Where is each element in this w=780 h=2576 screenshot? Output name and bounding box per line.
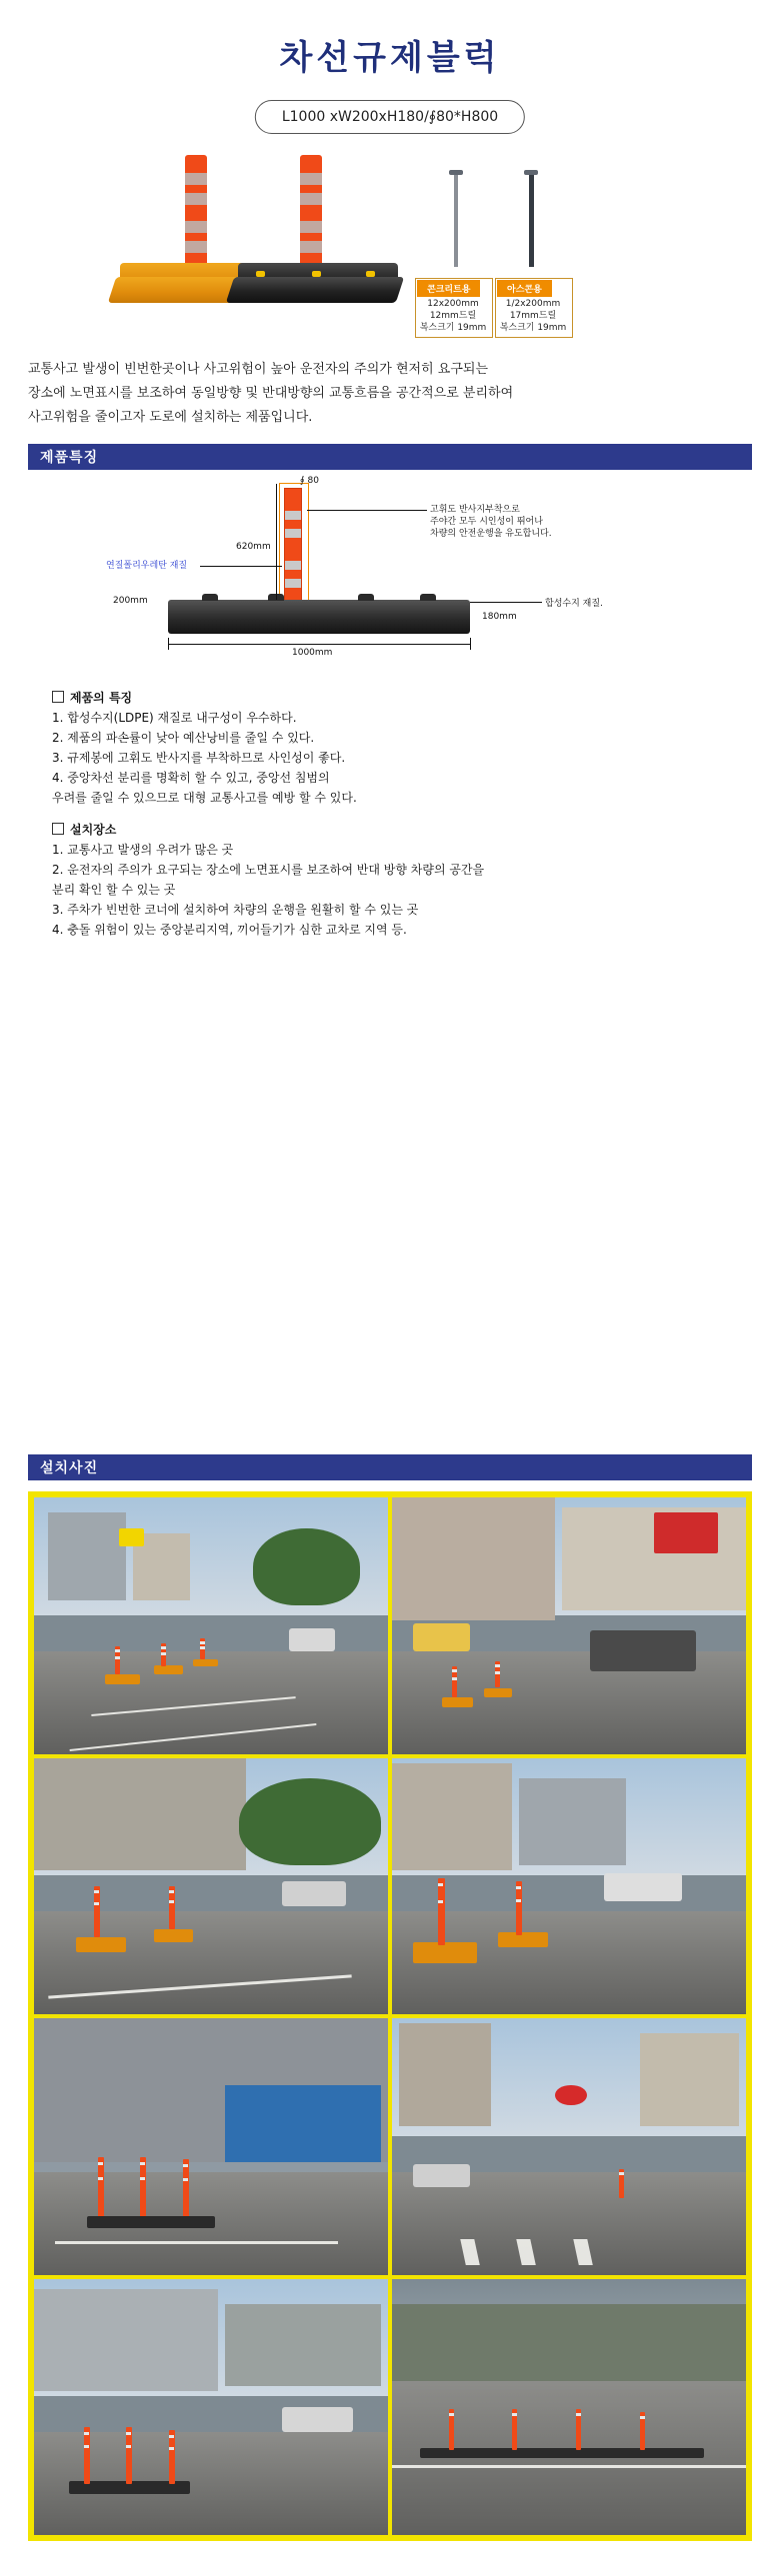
diagram-dim-height-line xyxy=(276,484,277,600)
features-list xyxy=(52,688,692,808)
install-title: 설치장소 xyxy=(70,823,117,837)
spec-pill: L1000 xW200xH180/∮80*H800 xyxy=(255,100,525,134)
diagram-reflective-note-l2: 주야간 모두 시인성이 뛰어나 xyxy=(430,517,543,527)
install-item-5: 4. 충돌 위험이 있는 중앙분리지역, 끼어들기가 심한 교차로 지역 등. xyxy=(52,923,407,937)
diagram-base-height-label: 180mm xyxy=(482,612,517,622)
features-item-2: 2. 제품의 파손률이 낮아 예산낭비를 줄일 수 있다. xyxy=(52,731,315,745)
hero-post-yellow-unit xyxy=(185,155,207,265)
anchor-legend-asphalt-l2: 17mm드릴 xyxy=(509,311,557,321)
anchor-legend-concrete-l2: 12mm드릴 xyxy=(429,311,477,321)
diagram-dim-base-length-tick-l xyxy=(168,638,169,650)
install-list xyxy=(52,820,712,940)
anchor-legend-asphalt-l1: 1/2x200mm xyxy=(505,299,561,309)
photo-6 xyxy=(392,2018,746,2275)
anchor-legend-concrete-l3: 복스크기 19mm xyxy=(419,323,487,333)
anchor-legend-asphalt-tag: 아스콘용 xyxy=(497,280,552,297)
hero-base-black-front xyxy=(226,277,404,303)
photo-5 xyxy=(34,2018,388,2275)
features-title: 제품의 특징 xyxy=(70,691,133,705)
anchor-legend-concrete-tag: 콘크리트용 xyxy=(417,280,480,297)
features-item-4: 4. 중앙차선 분리를 명확히 할 수 있고, 중앙선 침범의 xyxy=(52,771,330,785)
install-title-row xyxy=(52,820,712,840)
photo-4 xyxy=(392,1758,746,2015)
install-item-1: 1. 교통사고 발생의 우려가 많은 곳 xyxy=(52,843,234,857)
diagram-base xyxy=(168,600,470,634)
diagram-material-right-label: 합성수지 재질. xyxy=(545,599,603,609)
intro-line-2: 장소에 노면표시를 보조하여 동일방향 및 반대방향의 교통흐름을 공간적으로 분리하여 xyxy=(28,386,514,401)
diagram-post xyxy=(284,488,302,606)
installation-photo-grid xyxy=(28,1491,752,2541)
diagram-reflective-note-l1: 고휘도 반사지부착으로 xyxy=(430,505,520,515)
diagram-width-label: 200mm xyxy=(113,596,148,606)
install-item-4: 3. 주차가 빈번한 코너에 설치하여 차량의 운행을 원활히 할 수 있는 곳 xyxy=(52,903,419,917)
section-header-photos: 설치사진 xyxy=(28,1454,752,1480)
install-item-3: 분리 확인 할 수 있는 곳 xyxy=(52,883,176,897)
checkbox-icon xyxy=(52,823,64,835)
photo-1 xyxy=(34,1497,388,1754)
anchor-concrete xyxy=(454,175,458,267)
diagram-diameter-label: ∮ 80 xyxy=(300,476,320,486)
intro-line-3: 사고위험을 줄이고자 도로에 설치하는 제품입니다. xyxy=(28,410,313,425)
page-title: 차선규제블럭 xyxy=(279,38,501,78)
diagram-leader-material-left xyxy=(200,566,282,567)
hero-illustration xyxy=(0,150,780,340)
diagram-material-left-label: 연질폴리우레탄 재질 xyxy=(106,561,188,571)
diagram-reflective-note-l3: 차량의 안전운행을 유도합니다. xyxy=(430,529,552,539)
diagram-height-label: 620mm xyxy=(236,542,271,552)
checkbox-icon xyxy=(52,691,64,703)
photo-7 xyxy=(34,2279,388,2536)
section-header-features: 제품특징 xyxy=(28,444,752,470)
features-item-1: 1. 합성수지(LDPE) 재질로 내구성이 우수하다. xyxy=(52,711,297,725)
photo-2 xyxy=(392,1497,746,1754)
photo-3 xyxy=(34,1758,388,2015)
diagram-dim-base-length xyxy=(168,644,470,645)
anchor-legend-concrete-l1: 12x200mm xyxy=(427,299,479,309)
diagram-leader-material-right xyxy=(470,602,542,603)
install-item-2: 2. 운전자의 주의가 요구되는 장소에 노면표시를 보조하여 반대 방향 차량의 공간을 xyxy=(52,863,485,877)
diagram-base-length-label: 1000mm xyxy=(292,648,333,658)
hero-post-black-unit xyxy=(300,155,322,265)
features-item-3: 3. 규제봉에 고휘도 반사지를 부착하므로 사인성이 좋다. xyxy=(52,751,346,765)
photo-8 xyxy=(392,2279,746,2536)
diagram-dim-base-length-tick-r xyxy=(470,638,471,650)
technical-diagram xyxy=(0,478,780,668)
features-item-5: 우려를 줄일 수 있으므로 대형 교통사고를 예방 할 수 있다. xyxy=(52,791,357,805)
anchor-asphalt xyxy=(529,175,534,267)
intro-line-1: 교통사고 발생이 빈번한곳이나 사고위험이 높아 운전자의 주의가 현저히 요구되는 xyxy=(28,362,489,377)
intro-paragraph xyxy=(28,358,728,430)
diagram-leader-note xyxy=(307,510,427,511)
features-title-row xyxy=(52,688,692,708)
anchor-legend-asphalt-l3: 복스크기 19mm xyxy=(499,323,567,333)
